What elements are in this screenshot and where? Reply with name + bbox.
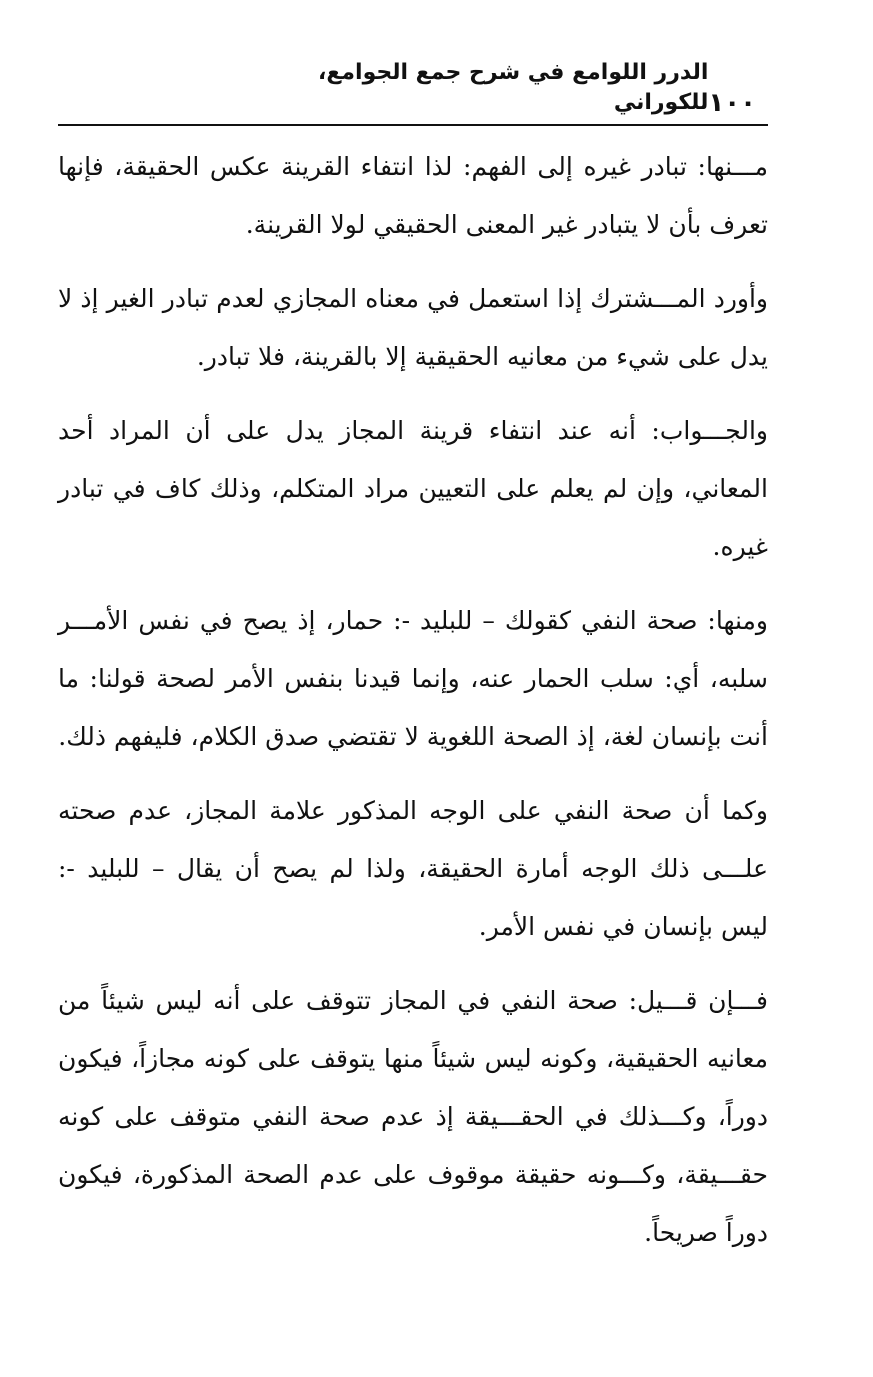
page-header [58, 60, 768, 126]
running-title: الدرر اللوامع في شرح جمع الجوامع، للكوراني [318, 60, 709, 115]
paragraph: وأورد المـــشترك إذا استعمل في معناه المجازي لعدم تبادر الغير إذ لا يدل على شيء من معانيه الحقيقية إلا بالقرينة، فلا تبادر. [58, 284, 768, 371]
paragraph: مـــنها: تبادر غيره إلى الفهم: لذا انتفاء القرينة عكس الحقيقة، فإنها تعرف بأن لا يتبادر غير المعنى الحقيقي لولا القرينة. [58, 152, 768, 239]
paragraph: فـــإن قـــيل: صحة النفي في المجاز تتوقف على أنه ليس شيئاً من معانيه الحقيقية، وكونه ليس شيئاً منها يتوقف على كونه مجازاً، فيكون دوراً، وكـــذلك في الحقـــيقة إذ عدم صحة النفي متوقف على كونه حقـــيقة، وكـــونه حقيقة موقوف على عدم الصحة المذكورة، فيكون دوراً صريحاً. [58, 986, 768, 1247]
paragraph: وكما أن صحة النفي على الوجه المذكور علامة المجاز، عدم صحته علـــى ذلك الوجه أمارة الحقيقة، ولذا لم يصح أن يقال – للبليد -: ليس بإنسان في نفس الأمر. [58, 796, 768, 941]
paragraph: ومنها: صحة النفي كقولك – للبليد -: حمار، إذ يصح في نفس الأمـــر سلبه، أي: سلب الحمار عنه، وإنما قيدنا بنفس الأمر لصحة قولنا: ما أنت بإنسان لغة، إذ الصحة اللغوية لا تقتضي صدق الكلام، فليفهم ذلك. [58, 606, 768, 751]
book-page [58, 60, 768, 1278]
paragraph: والجـــواب: أنه عند انتفاء قرينة المجاز يدل على أن المراد أحد المعاني، وإن لم يعلم على التعيين مراد المتكلم، وذلك كاف في تبادر غيره. [58, 416, 768, 561]
page-number: ١٠٠ [708, 88, 756, 118]
body-text [58, 138, 768, 1262]
